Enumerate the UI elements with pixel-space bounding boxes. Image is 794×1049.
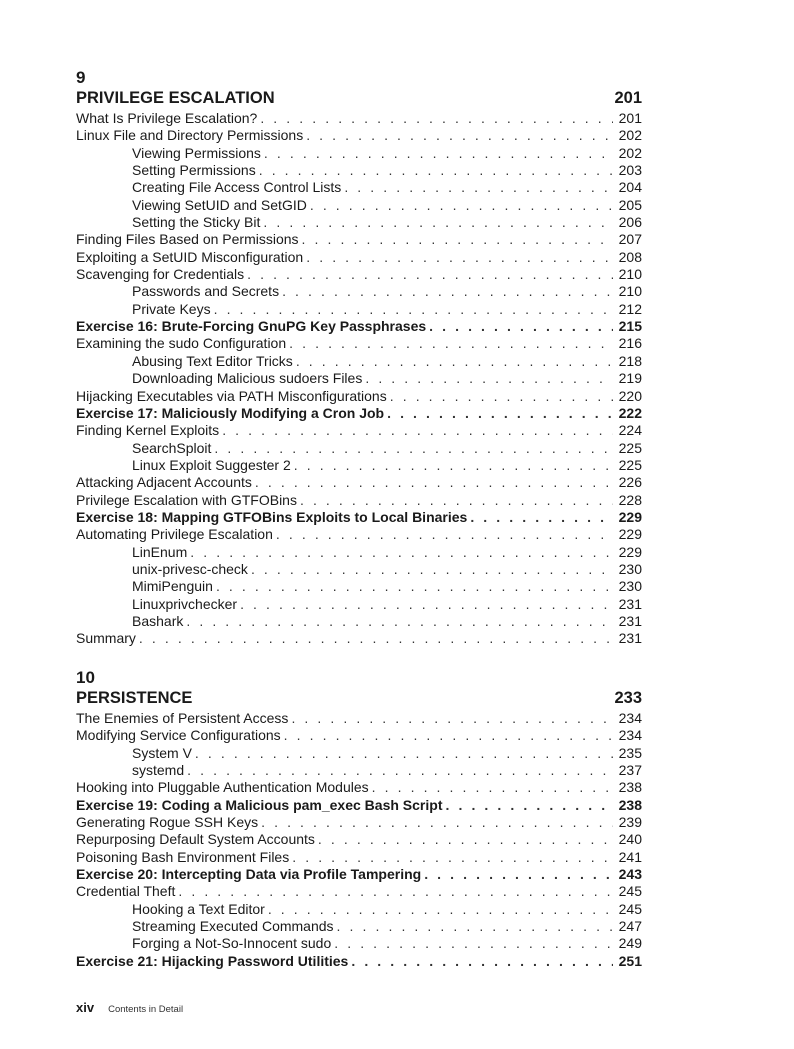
toc-exercise-entry xyxy=(76,953,642,970)
toc-section-entry xyxy=(76,814,642,831)
dot-leader xyxy=(387,405,613,422)
dot-leader xyxy=(190,544,613,561)
entry-page-number: 201 xyxy=(618,110,642,126)
dot-leader xyxy=(306,127,613,144)
entry-label: Exercise 19: Coding a Malicious pam_exec Bash Script xyxy=(76,796,443,813)
dot-leader xyxy=(216,578,613,595)
entry-page-number: 230 xyxy=(618,578,642,595)
toc-section-entry xyxy=(76,231,642,248)
entry-page-number: 229 xyxy=(618,543,642,560)
toc-section-entry xyxy=(76,710,642,727)
entry-page-number: 210 xyxy=(618,283,642,300)
toc-subsection-entry xyxy=(76,935,642,952)
dot-leader xyxy=(251,561,613,578)
entry-label: Exercise 20: Intercepting Data via Profile Tampering xyxy=(76,866,422,883)
dot-leader xyxy=(222,422,613,439)
dot-leader xyxy=(259,162,613,179)
entry-page-number: 203 xyxy=(618,162,642,179)
entry-label: What Is Privilege Escalation? xyxy=(76,110,258,126)
entry-label: Downloading Malicious sudoers Files xyxy=(132,370,363,387)
entry-page-number: 245 xyxy=(618,900,642,917)
dot-leader xyxy=(302,231,613,248)
dot-leader xyxy=(294,457,613,474)
toc-subsection-entry xyxy=(76,283,642,300)
toc-subsection-entry xyxy=(76,197,642,214)
entry-page-number: 245 xyxy=(618,883,642,900)
toc-list xyxy=(76,110,642,648)
toc-section-entry xyxy=(76,249,642,266)
entry-page-number: 225 xyxy=(618,439,642,456)
dot-leader xyxy=(264,145,613,162)
dot-leader xyxy=(187,762,613,779)
entry-label: Creating File Access Control Lists xyxy=(132,179,342,196)
entry-label: Summary xyxy=(76,630,136,647)
entry-page-number: 212 xyxy=(618,300,642,317)
entry-label: Finding Files Based on Permissions xyxy=(76,231,299,248)
entry-label: Exercise 21: Hijacking Password Utilities xyxy=(76,952,349,969)
toc-subsection-entry xyxy=(76,596,642,613)
dot-leader xyxy=(214,301,613,318)
toc-exercise-entry xyxy=(76,405,642,422)
entry-page-number: 219 xyxy=(618,370,642,387)
dot-leader xyxy=(240,596,613,613)
entry-page-number: 251 xyxy=(618,952,642,969)
entry-label: Hooking into Pluggable Authentication Modules xyxy=(76,779,369,796)
dot-leader xyxy=(306,249,613,266)
toc-subsection-entry xyxy=(76,457,642,474)
entry-label: Exercise 18: Mapping GTFOBins Exploits to Local Binaries xyxy=(76,508,468,525)
dot-leader xyxy=(284,727,613,744)
entry-label: Viewing SetUID and SetGID xyxy=(132,196,307,213)
entry-page-number: 230 xyxy=(618,560,642,577)
dot-leader xyxy=(261,814,613,831)
toc-subsection-entry xyxy=(76,918,642,935)
entry-page-number: 237 xyxy=(618,762,642,779)
toc-section-entry xyxy=(76,883,642,900)
entry-label: Private Keys xyxy=(132,300,211,317)
entry-page-number: 235 xyxy=(618,744,642,761)
dot-leader xyxy=(310,197,613,214)
entry-page-number: 234 xyxy=(618,727,642,744)
toc-subsection-entry xyxy=(76,162,642,179)
dot-leader xyxy=(178,883,613,900)
entry-label: Linux File and Directory Permissions xyxy=(76,127,304,144)
entry-page-number: 240 xyxy=(618,831,642,848)
entry-page-number: 229 xyxy=(618,526,642,543)
entry-page-number: 202 xyxy=(618,127,642,144)
entry-page-number: 241 xyxy=(618,848,642,865)
entry-label: Viewing Permissions xyxy=(132,144,261,161)
entry-page-number: 234 xyxy=(618,710,642,726)
entry-page-number: 226 xyxy=(618,474,642,491)
entry-page-number: 207 xyxy=(618,231,642,248)
entry-label: Forging a Not-So-Innocent sudo xyxy=(132,935,332,952)
entry-label: LinEnum xyxy=(132,543,188,560)
toc-section-entry xyxy=(76,849,642,866)
dot-leader xyxy=(334,935,613,952)
entry-label: systemd xyxy=(132,762,185,779)
dot-leader xyxy=(424,866,613,883)
toc-subsection-entry xyxy=(76,901,642,918)
entry-label: Exploiting a SetUID Misconfiguration xyxy=(76,248,304,265)
entry-label: Bashark xyxy=(132,612,184,629)
toc-section-entry xyxy=(76,630,642,647)
dot-leader xyxy=(268,901,613,918)
entry-page-number: 247 xyxy=(618,918,642,935)
entry-label: Abusing Text Editor Tricks xyxy=(132,352,293,369)
entry-page-number: 239 xyxy=(618,814,642,831)
entry-label: Setting the Sticky Bit xyxy=(132,214,261,231)
chapter-page: 233 xyxy=(614,689,642,707)
toc-section-entry xyxy=(76,422,642,439)
entry-label: Finding Kernel Exploits xyxy=(76,422,220,439)
dot-leader xyxy=(470,509,613,526)
chapter-title: PRIVILEGE ESCALATION xyxy=(76,89,275,107)
toc-section-entry xyxy=(76,474,642,491)
entry-page-number: 243 xyxy=(618,866,642,883)
toc-section-entry xyxy=(76,388,642,405)
dot-leader xyxy=(289,335,613,352)
toc-subsection-entry xyxy=(76,561,642,578)
toc-section-entry xyxy=(76,526,642,543)
dot-leader xyxy=(300,492,613,509)
toc-section-entry xyxy=(76,779,642,796)
entry-page-number: 222 xyxy=(618,404,642,421)
entry-page-number: 204 xyxy=(618,179,642,196)
entry-label: Modifying Service Configurations xyxy=(76,727,281,744)
entry-label: Exercise 17: Maliciously Modifying a Cron Job xyxy=(76,404,385,421)
entry-page-number: 220 xyxy=(618,387,642,404)
toc-subsection-entry xyxy=(76,440,642,457)
dot-leader xyxy=(195,745,613,762)
dot-leader xyxy=(337,918,613,935)
entry-label: Linuxprivchecker xyxy=(132,595,238,612)
chapter-title: PERSISTENCE xyxy=(76,689,193,707)
entry-label: SearchSploit xyxy=(132,439,212,456)
toc-section-entry xyxy=(76,335,642,352)
entry-page-number: 205 xyxy=(618,196,642,213)
toc-section-entry xyxy=(76,266,642,283)
toc-section-entry xyxy=(76,110,642,127)
entry-page-number: 238 xyxy=(618,779,642,796)
dot-leader xyxy=(445,797,613,814)
entry-page-number: 225 xyxy=(618,456,642,473)
dot-leader xyxy=(263,214,613,231)
toc-subsection-entry xyxy=(76,301,642,318)
entry-label: unix-privesc-check xyxy=(132,560,248,577)
entry-page-number: 218 xyxy=(618,352,642,369)
entry-label: Passwords and Secrets xyxy=(132,283,280,300)
toc-exercise-entry xyxy=(76,509,642,526)
dot-leader xyxy=(429,318,613,335)
dot-leader xyxy=(291,710,613,727)
toc-subsection-entry xyxy=(76,745,642,762)
dot-leader xyxy=(372,779,613,796)
dot-leader xyxy=(390,388,613,405)
chapter-number: 9 xyxy=(76,68,86,87)
entry-page-number: 224 xyxy=(618,422,642,439)
dot-leader xyxy=(214,440,613,457)
toc-exercise-entry xyxy=(76,797,642,814)
dot-leader xyxy=(282,283,613,300)
entry-label: Exercise 16: Brute-Forcing GnuPG Key Passphrases xyxy=(76,318,427,335)
chapter-heading xyxy=(76,88,642,110)
chapter-number: 10 xyxy=(76,668,95,687)
entry-label: Linux Exploit Suggester 2 xyxy=(132,456,291,473)
dot-leader xyxy=(186,613,613,630)
entry-page-number: 216 xyxy=(618,335,642,352)
entry-page-number: 210 xyxy=(618,266,642,283)
entry-label: The Enemies of Persistent Access xyxy=(76,710,289,726)
entry-label: Poisoning Bash Environment Files xyxy=(76,848,290,865)
dot-leader xyxy=(247,266,613,283)
toc-exercise-entry xyxy=(76,866,642,883)
toc-subsection-entry xyxy=(76,370,642,387)
entry-page-number: 206 xyxy=(618,214,642,231)
dot-leader xyxy=(318,831,613,848)
entry-label: Privilege Escalation with GTFOBins xyxy=(76,491,297,508)
toc-section-entry xyxy=(76,727,642,744)
entry-label: Attacking Adjacent Accounts xyxy=(76,474,252,491)
dot-leader xyxy=(255,474,613,491)
dot-leader xyxy=(292,849,613,866)
entry-page-number: 231 xyxy=(618,612,642,629)
dot-leader xyxy=(276,526,613,543)
dot-leader xyxy=(351,953,613,970)
entry-label: Streaming Executed Commands xyxy=(132,918,334,935)
entry-page-number: 229 xyxy=(618,508,642,525)
entry-label: Scavenging for Credentials xyxy=(76,266,245,283)
entry-page-number: 215 xyxy=(618,318,642,335)
dot-leader xyxy=(139,630,613,647)
entry-page-number: 228 xyxy=(618,491,642,508)
entry-label: Generating Rogue SSH Keys xyxy=(76,814,259,831)
toc-subsection-entry xyxy=(76,179,642,196)
toc-list xyxy=(76,710,642,970)
toc-subsection-entry xyxy=(76,214,642,231)
entry-page-number: 208 xyxy=(618,248,642,265)
entry-label: Examining the sudo Configuration xyxy=(76,335,287,352)
page-footer xyxy=(76,1000,183,1015)
entry-page-number: 202 xyxy=(618,144,642,161)
entry-label: MimiPenguin xyxy=(132,578,213,595)
dot-leader xyxy=(344,179,613,196)
toc-section-entry xyxy=(76,831,642,848)
dot-leader xyxy=(260,110,613,127)
toc-section-entry xyxy=(76,127,642,144)
toc-subsection-entry xyxy=(76,578,642,595)
entry-label: Hijacking Executables via PATH Misconfigurations xyxy=(76,387,387,404)
entry-page-number: 238 xyxy=(618,796,642,813)
toc-subsection-entry xyxy=(76,762,642,779)
toc-subsection-entry xyxy=(76,145,642,162)
entry-page-number: 231 xyxy=(618,595,642,612)
chapter-page: 201 xyxy=(614,89,642,107)
dot-leader xyxy=(296,353,613,370)
entry-label: System V xyxy=(132,744,192,761)
entry-label: Automating Privilege Escalation xyxy=(76,526,273,543)
toc-exercise-entry xyxy=(76,318,642,335)
chapter-9 xyxy=(76,68,642,648)
entry-page-number: 231 xyxy=(618,630,642,647)
footer-page-number: xiv xyxy=(76,1000,95,1015)
dot-leader xyxy=(365,370,613,387)
toc-subsection-entry xyxy=(76,613,642,630)
chapter-heading xyxy=(76,688,642,710)
entry-label: Setting Permissions xyxy=(132,162,256,179)
entry-page-number: 249 xyxy=(618,935,642,952)
entry-label: Repurposing Default System Accounts xyxy=(76,831,315,848)
entry-label: Credential Theft xyxy=(76,883,176,900)
toc-subsection-entry xyxy=(76,544,642,561)
toc-subsection-entry xyxy=(76,353,642,370)
entry-label: Hooking a Text Editor xyxy=(132,900,265,917)
footer-label: Contents in Detail xyxy=(108,1004,184,1015)
toc-section-entry xyxy=(76,492,642,509)
chapter-10 xyxy=(76,668,642,970)
